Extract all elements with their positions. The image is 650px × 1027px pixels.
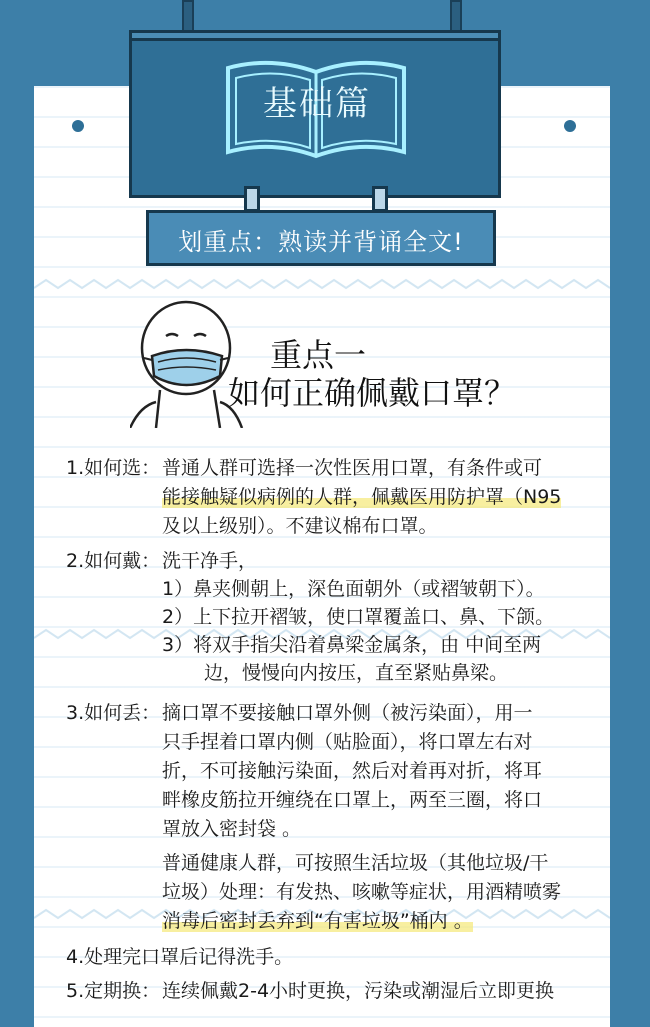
discard-line-2: 只手捏着口罩内侧（贴脸面），将口罩左右对 bbox=[162, 731, 533, 753]
discard-para2-line-3 bbox=[162, 908, 473, 935]
discard-para2-line-1: 普通健康人群，可按照生活垃圾（其他垃圾/干 bbox=[162, 852, 549, 874]
zigzag-pattern bbox=[34, 276, 610, 300]
section-title: 重点一 bbox=[270, 336, 367, 374]
discard-line-1: 摘口罩不要接触口罩外侧（被污染面），用一 bbox=[162, 702, 533, 724]
discard-line-4: 畔橡皮筋拉开缠绕在口罩上，两至三圈，将口 bbox=[162, 789, 543, 811]
choose-line-1: 普通人群可选择一次性医用口罩，有条件或可 bbox=[162, 457, 543, 479]
banner-text: 划重点：熟读并背诵全文! bbox=[178, 228, 464, 256]
choose-line-3: 及以上级别）。不建议棉布口罩。 bbox=[162, 515, 438, 537]
choose-line-2 bbox=[162, 484, 561, 511]
section-subtitle: 如何正确佩戴口罩？ bbox=[228, 374, 517, 412]
wear-step-3a: 3）将双手指尖沿着鼻梁金属条，由 中间至两 bbox=[162, 634, 542, 656]
discard-line-5: 罩放入密封袋 。 bbox=[162, 818, 302, 840]
replace-label: 5.定期换： bbox=[66, 980, 161, 1002]
discard-para2-line-3-text: 消毒后密封丢弃到“有害垃圾”桶内 。 bbox=[162, 910, 473, 932]
discard-line-3: 折，不可接触污染面，然后对着再对折，将耳 bbox=[162, 760, 543, 782]
replace-text: 连续佩戴2-4小时更换，污染或潮湿后立即更换 bbox=[162, 980, 555, 1002]
discard-para2-line-2: 垃圾）处理：有发热、咳嗽等症状，用酒精喷雾 bbox=[162, 881, 562, 903]
choose-label: 1.如何选： bbox=[66, 457, 161, 479]
banner-clip-2 bbox=[372, 186, 388, 212]
wear-step-3b: 边，慢慢向内按压，直至紧贴鼻梁。 bbox=[204, 662, 509, 684]
binder-hole-right bbox=[564, 120, 576, 132]
wear-step-1: 1）鼻夹侧朝上，深色面朝外（或褶皱朝下）。 bbox=[162, 578, 545, 600]
discard-label: 3.如何丢： bbox=[66, 702, 161, 724]
wash-text: 4.处理完口罩后记得洗手。 bbox=[66, 946, 294, 968]
choose-line-2-text: 能接触疑似病例的人群，佩戴医用防护罩（N95 bbox=[162, 486, 562, 508]
banner-clip-1 bbox=[244, 186, 260, 212]
sign-title: 基础篇 bbox=[263, 84, 371, 124]
wear-label: 2.如何戴： bbox=[66, 550, 161, 572]
wear-step-2: 2）上下拉开褶皱，使口罩覆盖口、鼻、下颌。 bbox=[162, 606, 555, 628]
wear-intro: 洗干净手， bbox=[162, 550, 258, 572]
binder-hole-left bbox=[72, 120, 84, 132]
